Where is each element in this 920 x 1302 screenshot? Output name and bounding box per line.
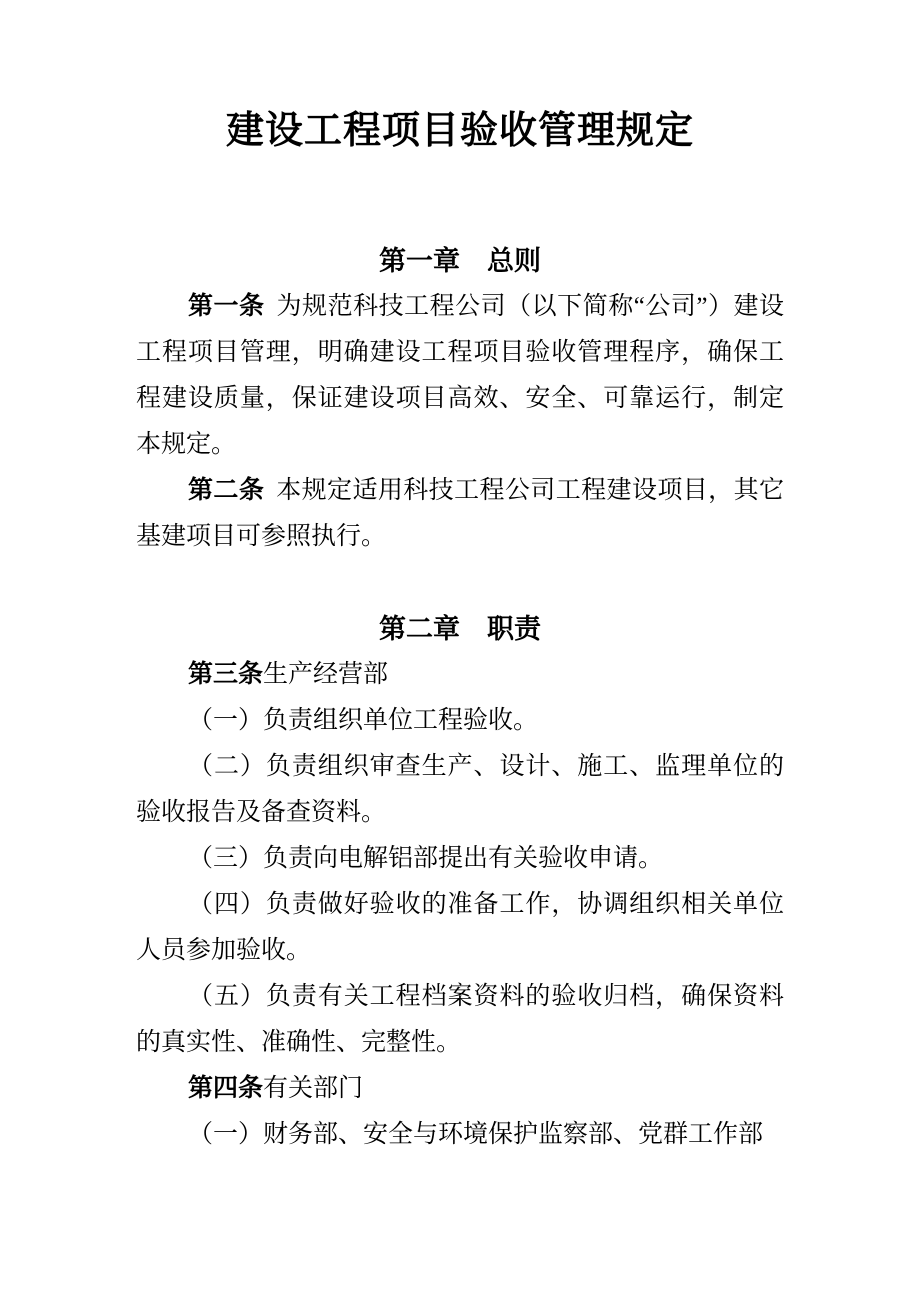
article-3-item-1: （一）负责组织单位工程验收。	[188, 707, 539, 734]
document-title: 建设工程项目验收管理规定	[225, 110, 694, 152]
chapter-2-heading: 第二章 职责	[379, 614, 541, 644]
article-1-text: 为规范科技工程公司（以下简称“公司”）建设工程项目管理，明确建设工程项目验收管理程序，确保工程建设质量，保证建设项目高效、安全、可靠运行，制定本规定。	[136, 293, 784, 458]
article-4-label: 第四条	[188, 1075, 264, 1102]
article-3-item-5: （五）负责有关工程档案资料的验收归档，确保资料的真实性、准确性、完整性。	[136, 983, 784, 1056]
article-3-paragraph	[136, 652, 784, 698]
article-3-item-4: （四）负责做好验收的准备工作，协调组织相关单位人员参加验收。	[136, 891, 784, 964]
article-3-label: 第三条	[188, 661, 264, 688]
article-2-label: 第二条	[188, 477, 265, 504]
article-1-paragraph	[136, 284, 784, 468]
article-3-item-3: （三）负责向电解铝部提出有关验收申请。	[188, 845, 664, 872]
article-1-label: 第一条	[188, 293, 265, 320]
article-4-text: 有关部门	[263, 1075, 364, 1102]
article-3-item-2: （二）负责组织审查生产、设计、施工、监理单位的验收报告及备查资料。	[136, 753, 784, 826]
article-3-text: 生产经营部	[263, 661, 389, 688]
article-2-text: 本规定适用科技工程公司工程建设项目，其它基建项目可参照执行。	[136, 477, 784, 550]
article-2-paragraph	[136, 468, 784, 560]
article-4-paragraph	[136, 1066, 784, 1112]
article-4-item-1: （一）财务部、安全与环境保护监察部、党群工作部	[188, 1121, 764, 1148]
chapter-1-heading: 第一章 总则	[379, 246, 541, 276]
